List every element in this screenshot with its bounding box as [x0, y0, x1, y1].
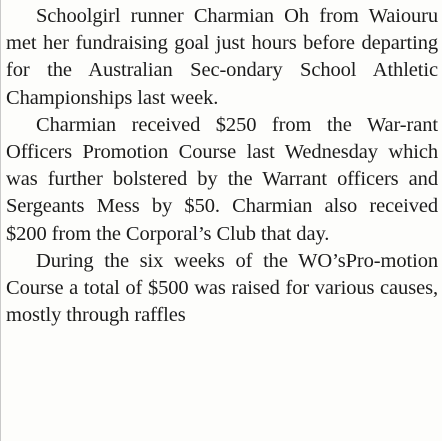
- article-paragraph-3: During the six weeks of the WO’sPro-motion Course a total of $500 was raised for various causes, mostly through raffles: [6, 249, 438, 327]
- article-body: [6, 3, 438, 329]
- article-paragraph-1: Schoolgirl runner Charmian Oh from Waiouru met her fundraising goal just hours before departing for the Australian Sec-ondary School Athletic Championships last week.: [6, 5, 438, 109]
- column-rule: [0, 0, 1, 441]
- article-paragraph-2: Charmian received $250 from the War-rant Officers Promotion Course last Wednesday which was further bolstered by the Warrant officers and Sergeants Mess by $50. Charmian also received $200 from the Corporal’s Club that day.: [6, 113, 438, 245]
